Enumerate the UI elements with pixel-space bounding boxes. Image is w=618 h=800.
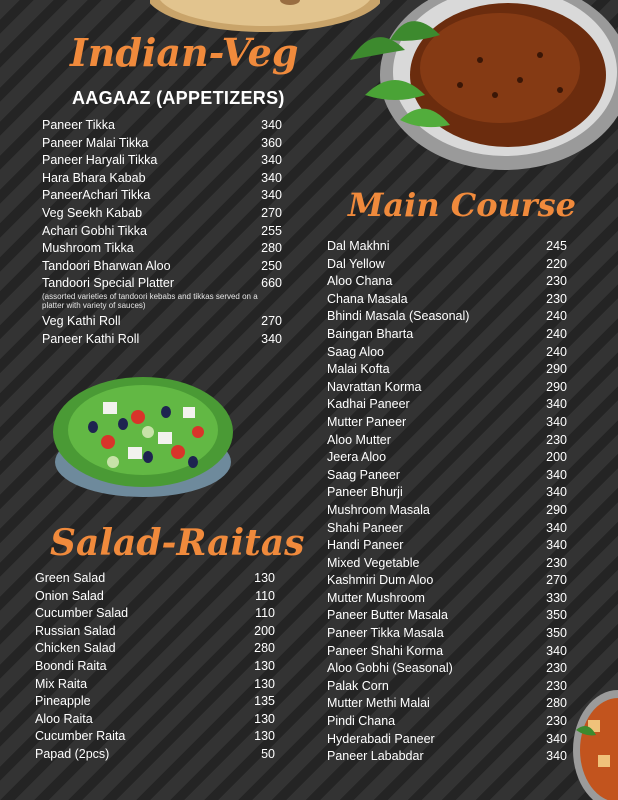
menu-item-name: Aloo Gobhi (Seasonal) xyxy=(327,661,453,676)
menu-item-name: Mutter Paneer xyxy=(327,414,407,429)
menu-item-row xyxy=(327,273,567,291)
menu-item-name: Green Salad xyxy=(35,571,106,585)
menu-item-name: Aloo Raita xyxy=(35,711,93,726)
menu-item-price: 230 xyxy=(546,555,567,570)
menu-item-name: Mutter Methi Malai xyxy=(327,696,430,711)
page-title: Indian-Veg xyxy=(70,30,299,75)
menu-item-name: Baingan Bharta xyxy=(327,326,414,341)
menu-item-name: Pineapple xyxy=(35,694,91,709)
menu-item-price: 280 xyxy=(261,241,282,256)
menu-item-price: 230 xyxy=(546,661,567,676)
menu-item-row xyxy=(35,658,275,676)
platter-note: (assorted varieties of tandoori kebabs and tikkas served on a platter with variety of sauces) xyxy=(42,291,258,311)
menu-item-name: Cucumber Raita xyxy=(35,729,126,744)
menu-item-price: 270 xyxy=(261,313,282,328)
menu-item-name: Chana Masala xyxy=(327,291,408,306)
menu-item-name: Malai Kofta xyxy=(327,362,390,377)
menu-item-row xyxy=(327,520,567,538)
menu-item-name: PaneerAchari Tikka xyxy=(42,188,151,203)
menu-item-row xyxy=(327,555,567,573)
menu-item-name: Handi Paneer xyxy=(327,538,404,553)
menu-item-price: 270 xyxy=(546,573,567,588)
menu-item-row xyxy=(42,170,282,188)
menu-item-row xyxy=(35,746,275,764)
menu-item-price: 230 xyxy=(546,678,567,693)
menu-item-name: Mixed Vegetable xyxy=(327,555,420,570)
menu-item-name: Kashmiri Dum Aloo xyxy=(327,573,434,588)
menu-item-row xyxy=(42,152,282,170)
menu-item-name: Veg Kathi Roll xyxy=(42,313,121,328)
menu-item-name: Kadhai Paneer xyxy=(327,397,410,412)
menu-item-row xyxy=(42,258,282,276)
menu-item-name: Bhindi Masala (Seasonal) xyxy=(327,309,470,324)
menu-item-price: 340 xyxy=(546,643,567,658)
salad-bowl-image xyxy=(48,362,238,502)
menu-item-row xyxy=(327,748,567,766)
menu-item-name: Tandoori Bharwan Aloo xyxy=(42,258,171,273)
menu-item-name: Paneer Tikka xyxy=(42,118,115,132)
menu-item-row xyxy=(327,660,567,678)
menu-item-row xyxy=(327,625,567,643)
menu-item-price: 200 xyxy=(254,623,275,638)
menu-item-price: 110 xyxy=(255,588,275,603)
menu-item-price: 350 xyxy=(546,626,567,641)
menu-item-price: 280 xyxy=(254,641,275,656)
menu-item-row xyxy=(42,275,282,293)
menu-item-name: Paneer Bhurji xyxy=(327,485,403,500)
menu-item-row xyxy=(327,572,567,590)
menu-item-row xyxy=(35,605,275,623)
menu-item-price: 340 xyxy=(546,485,567,500)
menu-item-row xyxy=(35,623,275,641)
main-course-list xyxy=(327,238,567,766)
salad-list xyxy=(35,570,275,764)
menu-item-price: 250 xyxy=(261,258,282,273)
menu-item-row xyxy=(327,449,567,467)
main-course-title: Main Course xyxy=(348,186,577,224)
menu-item-row xyxy=(327,256,567,274)
menu-item-price: 130 xyxy=(254,571,275,585)
menu-item-row xyxy=(42,205,282,223)
menu-item-price: 220 xyxy=(546,256,567,271)
menu-item-row xyxy=(327,467,567,485)
menu-item-row xyxy=(42,187,282,205)
menu-item-name: Cucumber Salad xyxy=(35,606,129,621)
menu-item-name: Onion Salad xyxy=(35,588,104,603)
menu-item-price: 50 xyxy=(261,746,275,761)
menu-item-row xyxy=(327,537,567,555)
appetizers-list xyxy=(42,117,282,348)
salad-title: Salad-Raitas xyxy=(50,522,305,564)
menu-item-name: Paneer Shahi Korma xyxy=(327,643,444,658)
menu-item-name: Boondi Raita xyxy=(35,658,107,673)
menu-item-price: 340 xyxy=(546,731,567,746)
menu-item-row xyxy=(35,588,275,606)
menu-item-name: Saag Paneer xyxy=(327,467,400,482)
menu-item-price: 330 xyxy=(546,590,567,605)
menu-item-name: Jeera Aloo xyxy=(327,450,387,465)
menu-item-name: Papad (2pcs) xyxy=(35,746,110,761)
menu-item-row xyxy=(42,117,282,135)
menu-item-price: 130 xyxy=(254,658,275,673)
menu-item-row xyxy=(327,291,567,309)
menu-item-row xyxy=(327,379,567,397)
menu-item-row xyxy=(327,695,567,713)
menu-item-name: Aloo Chana xyxy=(327,274,393,289)
menu-item-row xyxy=(42,313,282,331)
menu-item-price: 230 xyxy=(546,432,567,447)
menu-item-price: 340 xyxy=(546,397,567,412)
menu-item-name: Hara Bhara Kabab xyxy=(42,170,146,185)
menu-item-name: Paneer Malai Tikka xyxy=(42,135,149,150)
menu-item-price: 340 xyxy=(261,188,282,203)
menu-item-name: Paneer Lababdar xyxy=(327,749,424,764)
paneer-dish-image xyxy=(568,690,618,800)
menu-item-price: 340 xyxy=(261,170,282,185)
menu-item-price: 350 xyxy=(546,608,567,623)
menu-item-name: Veg Seekh Kabab xyxy=(42,205,143,220)
menu-item-row xyxy=(327,361,567,379)
menu-item-row xyxy=(327,396,567,414)
menu-item-price: 230 xyxy=(546,291,567,306)
menu-item-price: 340 xyxy=(261,118,282,132)
menu-item-price: 230 xyxy=(546,714,567,729)
appetizers-heading: AAGAAZ (APPETIZERS) xyxy=(72,88,285,108)
menu-item-row xyxy=(327,432,567,450)
menu-item-name: Russian Salad xyxy=(35,623,116,638)
menu-item-row xyxy=(327,326,567,344)
menu-item-name: Dal Makhni xyxy=(327,239,390,253)
menu-item-row xyxy=(327,643,567,661)
menu-item-name: Paneer Kathi Roll xyxy=(42,331,140,346)
menu-item-name: Dal Yellow xyxy=(327,256,385,271)
menu-item-row xyxy=(327,344,567,362)
menu-item-row xyxy=(42,135,282,153)
menu-item-row xyxy=(327,238,567,256)
menu-item-name: Paneer Tikka Masala xyxy=(327,626,444,641)
menu-item-price: 240 xyxy=(546,309,567,324)
dal-makhni-bowl-image xyxy=(330,0,618,175)
menu-item-row xyxy=(327,414,567,432)
menu-item-price: 340 xyxy=(546,749,567,764)
menu-item-price: 230 xyxy=(546,274,567,289)
menu-item-price: 340 xyxy=(261,331,282,346)
menu-item-price: 340 xyxy=(546,467,567,482)
menu-item-name: Mutter Mushroom xyxy=(327,590,425,605)
menu-item-price: 270 xyxy=(261,205,282,220)
menu-item-row xyxy=(327,308,567,326)
menu-item-price: 245 xyxy=(546,239,567,253)
menu-item-price: 240 xyxy=(546,344,567,359)
menu-item-price: 200 xyxy=(546,450,567,465)
menu-item-price: 255 xyxy=(261,223,282,238)
menu-item-price: 130 xyxy=(254,711,275,726)
menu-item-name: Palak Corn xyxy=(327,678,389,693)
menu-item-name: Aloo Mutter xyxy=(327,432,391,447)
menu-item-name: Pindi Chana xyxy=(327,714,396,729)
menu-item-row xyxy=(35,728,275,746)
menu-item-name: Hyderabadi Paneer xyxy=(327,731,435,746)
menu-item-price: 340 xyxy=(261,153,282,168)
menu-item-name: Saag Aloo xyxy=(327,344,384,359)
menu-item-name: Navrattan Korma xyxy=(327,379,422,394)
menu-item-name: Chicken Salad xyxy=(35,641,116,656)
menu-item-price: 340 xyxy=(546,414,567,429)
menu-item-name: Mushroom Tikka xyxy=(42,241,134,256)
menu-item-name: Tandoori Special Platter xyxy=(42,276,175,291)
menu-item-name: Mushroom Masala xyxy=(327,502,430,517)
menu-item-row xyxy=(327,678,567,696)
menu-item-row xyxy=(42,331,282,349)
menu-item-price: 360 xyxy=(261,135,282,150)
menu-item-name: Paneer Butter Masala xyxy=(327,608,448,623)
menu-item-row xyxy=(35,711,275,729)
menu-item-row xyxy=(327,590,567,608)
menu-item-row xyxy=(327,607,567,625)
menu-item-row xyxy=(327,713,567,731)
menu-item-row xyxy=(35,570,275,588)
menu-item-row xyxy=(35,640,275,658)
menu-item-row xyxy=(35,676,275,694)
menu-item-price: 290 xyxy=(546,502,567,517)
menu-item-name: Paneer Haryali Tikka xyxy=(42,153,158,168)
menu-item-name: Shahi Paneer xyxy=(327,520,403,535)
menu-item-row xyxy=(327,502,567,520)
menu-item-name: Achari Gobhi Tikka xyxy=(42,223,147,238)
menu-item-row xyxy=(42,223,282,241)
menu-item-row xyxy=(327,484,567,502)
menu-item-price: 110 xyxy=(255,606,275,621)
menu-item-price: 130 xyxy=(254,676,275,691)
menu-item-price: 340 xyxy=(546,538,567,553)
menu-item-price: 340 xyxy=(546,520,567,535)
menu-item-price: 660 xyxy=(261,276,282,291)
menu-item-price: 290 xyxy=(546,362,567,377)
menu-item-name: Mix Raita xyxy=(35,676,88,691)
menu-item-price: 240 xyxy=(546,326,567,341)
menu-item-row xyxy=(42,240,282,258)
menu-item-row xyxy=(35,693,275,711)
menu-item-price: 280 xyxy=(546,696,567,711)
menu-item-row xyxy=(327,731,567,749)
menu-item-price: 290 xyxy=(546,379,567,394)
menu-item-price: 135 xyxy=(254,694,275,709)
menu-item-price: 130 xyxy=(254,729,275,744)
